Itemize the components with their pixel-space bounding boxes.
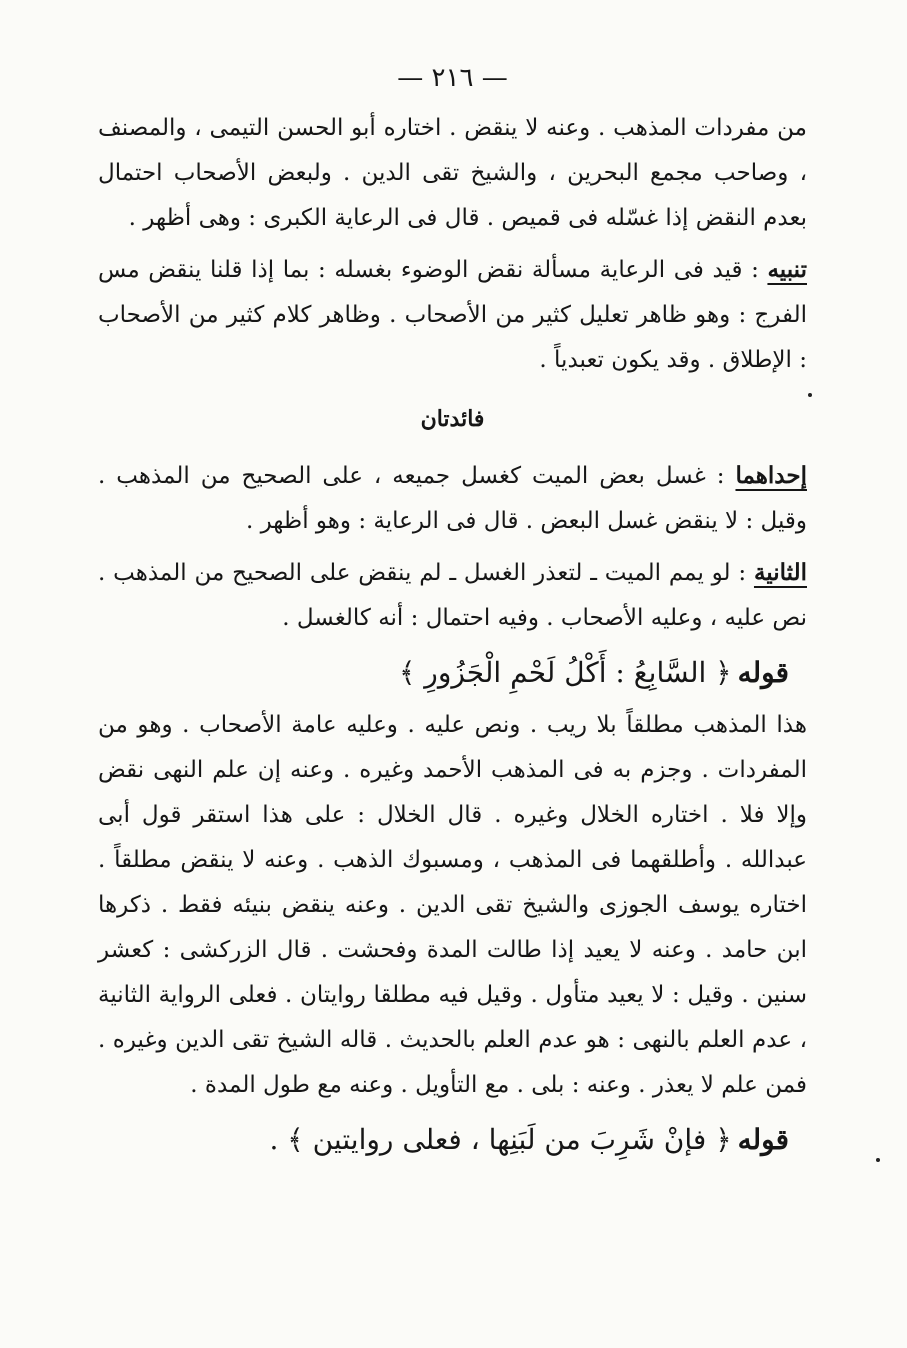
quote-milk-prefix: قوله [737,1123,789,1156]
quote-seventh-text: ﴿ السَّابِعُ : أَكْلُ لَحْمِ الْجَزُورِ ﴾ [398,656,732,689]
first-note-paragraph [98,453,807,544]
margin-dot [876,1158,880,1162]
margin-dot [808,393,812,397]
paragraph-1: من مفردات المذهب . وعنه لا ينقض . اختاره أبو الحسن التيمى ، والمصنف ، وصاحب مجمع البحرين ، والشيخ تقى الدين . ولبعض الأصحاب احتمال بعدم النقض إذا غسّله فى قميص . قال فى الرعاية الكبرى : وهى أظهر . [98,115,807,231]
first-note-text: : غسل بعض الميت كغسل جميعه ، على الصحيح من المذهب . وقيل : لا ينقض غسل البعض . قال فى الرعاية : وهو أظهر . [98,463,807,534]
second-note-text: : لو يمم الميت ـ لتعذر الغسل ـ لم ينقض على الصحيح من المذهب . نص عليه ، وعليه الأصحاب . وفيه احتمال : أنه كالغسل . [98,560,807,631]
quote-milk [98,1112,807,1168]
quote-seventh [98,645,807,701]
tanbih-text: : قيد فى الرعاية مسألة نقض الوضوء بغسله : بما إذا قلنا ينقض مس الفرج : وهو ظاهر تعليل كثير من الأصحاب . وظاهر كلام كثير من الأصحاب : الإطلاق . وقد يكون تعبدياً . [98,257,807,373]
tanbih-paragraph [98,247,807,383]
tanbih-label: تنبيه [767,256,807,283]
page-number: — ٢١٦ — [397,63,508,93]
second-note-paragraph [98,550,807,641]
quote-seventh-prefix: قوله [737,656,789,689]
quote-milk-text: ﴿ فإنْ شَرِبَ من لَبَنِها ، فعلى روايتين ﴾ . [269,1123,732,1156]
second-note-label: الثانية [753,559,807,586]
section-heading: فائدتان [420,406,485,432]
first-note-label: إحداهما [735,462,807,489]
paragraph-2: هذا المذهب مطلقاً بلا ريب . ونص عليه . وعليه عامة الأصحاب . وهو من المفردات . وجزم به فى المذهب الأحمد وغيره . وعنه إن علم النهى نقض وإلا فلا . اختاره الخلال وغيره . قال الخلال : على هذا استقر قول أبى عبدالله . وأطلقهما فى المذهب ، ومسبوك الذهب . وعنه لا ينقض مطلقاً . اختاره يوسف الجوزى والشيخ تقى الدين . وعنه ينقض بنيئه فقط . ذكرها ابن حامد . وعنه لا يعيد إذا طالت المدة وفحشت . قال الزركشى : كعشر سنين . وقيل : لا يعيد متأول . وقيل فيه مطلقا روايتان . فعلى الرواية الثانية ، عدم العلم بالنهى : هو عدم العلم بالحديث . قاله الشيخ تقى الدين وغيره . فمن علم لا يعذر . وعنه : بلى . مع التأويل . وعنه مع طول المدة . [98,712,807,1098]
